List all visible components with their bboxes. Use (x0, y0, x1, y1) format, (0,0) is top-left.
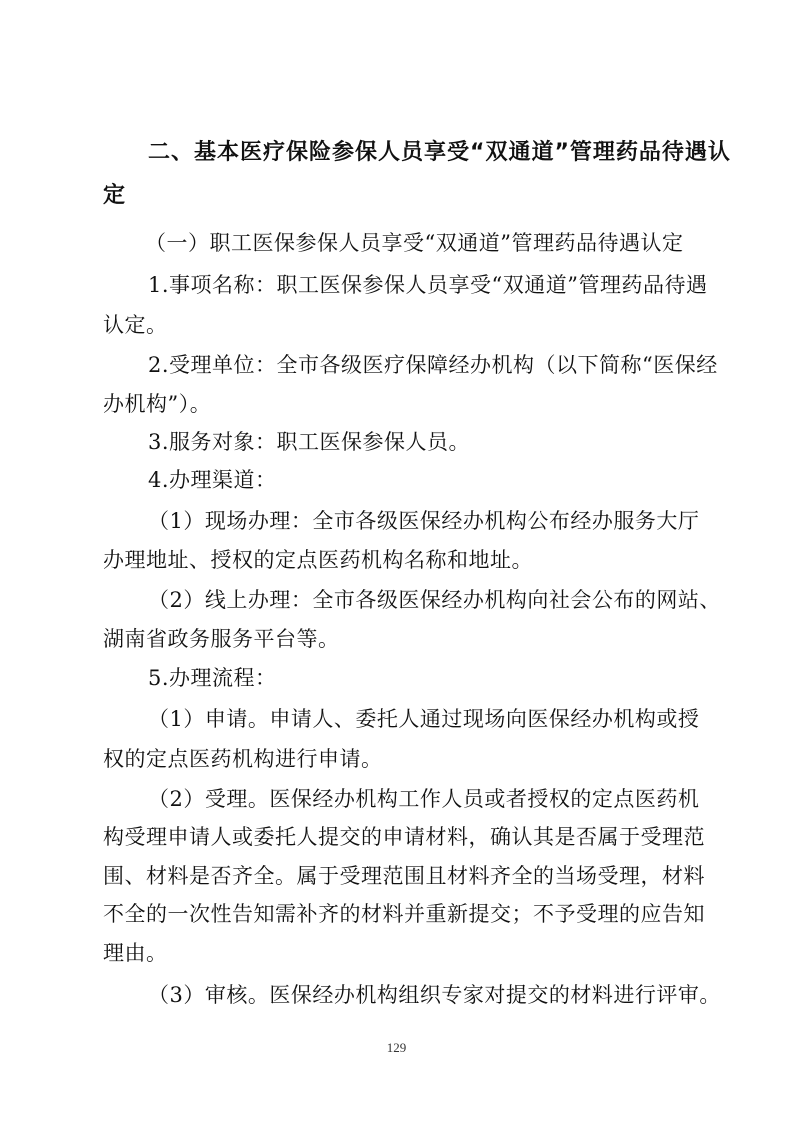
process-accept-line-1: （2）受理。医保经办机构工作人员或者授权的定点医药机 (148, 787, 700, 811)
process-accept-line-2: 构受理申请人或委托人提交的申请材料，确认其是否属于受理范 (103, 825, 705, 849)
process-review-line-1: （3）审核。医保经办机构组织专家对提交的材料进行评审。 (148, 983, 721, 1007)
channel-online-line-1: （2）线上办理：全市各级医保经办机构向社会公布的网站、 (148, 588, 721, 612)
process-accept-line-3: 围、材料是否齐全。属于受理范围且材料齐全的当场受理，材料 (103, 864, 705, 888)
section-heading-line-2: 定 (103, 183, 127, 208)
item-name-line-1: 1.事项名称：职工医保参保人员享受“双通道”管理药品待遇 (148, 273, 708, 297)
process-apply-line-1: （1）申请。申请人、委托人通过现场向医保经办机构或授 (148, 707, 700, 731)
channel-onsite-line-2: 办理地址、授权的定点医药机构名称和地址。 (103, 548, 533, 572)
process-accept-line-5: 理由。 (103, 941, 168, 965)
item-target: 3.服务对象：职工医保参保人员。 (148, 430, 471, 454)
item-unit-line-2: 办机构”）。 (103, 392, 212, 416)
page-number: 129 (386, 1040, 407, 1055)
process-accept-line-4: 不全的一次性告知需补齐的材料并重新提交；不予受理的应告知 (103, 902, 705, 926)
subsection-heading: （一）职工医保参保人员享受“双通道”管理药品待遇认定 (145, 231, 684, 255)
channel-onsite-line-1: （1）现场办理：全市各级医保经办机构公布经办服务大厅 (148, 509, 700, 533)
channel-online-line-2: 湖南省政务服务平台等。 (103, 627, 340, 651)
process-title: 5.办理流程： (148, 666, 277, 690)
item-name-line-2: 认定。 (103, 313, 168, 337)
item-unit-line-1: 2.受理单位：全市各级医疗保障经办机构（以下简称“医保经 (148, 353, 718, 377)
item-channels: 4.办理渠道： (148, 468, 277, 492)
process-apply-line-2: 权的定点医药机构进行申请。 (103, 747, 383, 771)
section-heading-line-1: 二、基本医疗保险参保人员享受“双通道”管理药品待遇认 (148, 140, 731, 165)
